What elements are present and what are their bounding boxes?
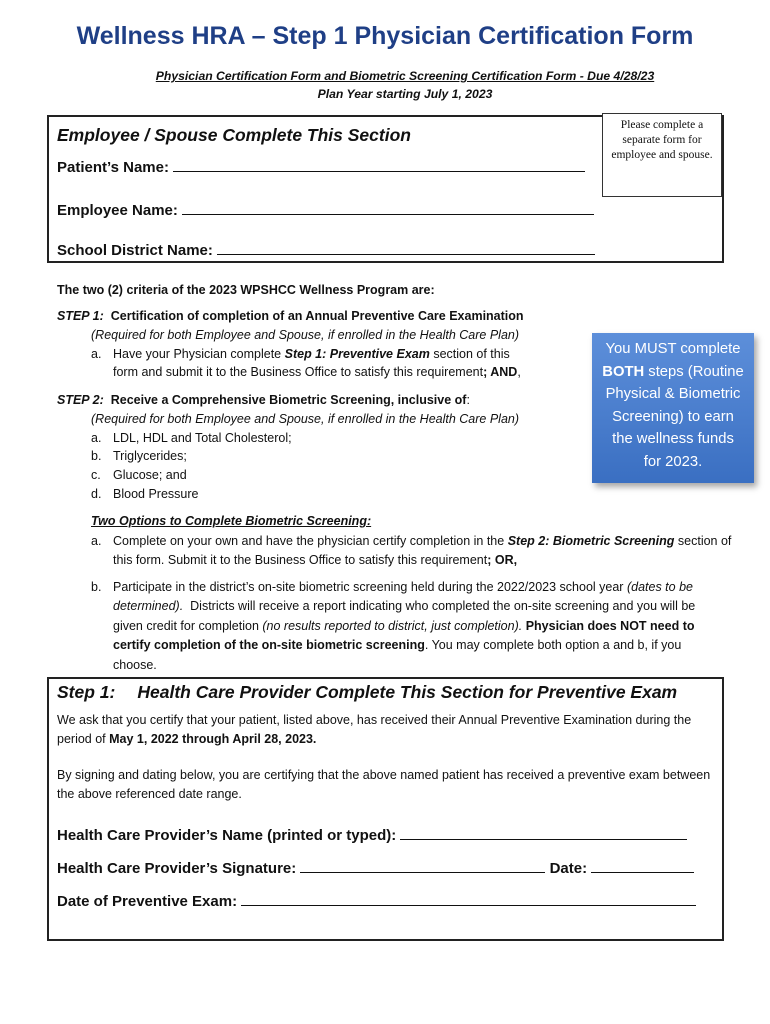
step1-block bbox=[57, 307, 597, 382]
criteria-intro: The two (2) criteria of the 2023 WPSHCC Wellness Program are: bbox=[57, 283, 435, 297]
provider-name-field[interactable] bbox=[57, 824, 687, 844]
step1-item-a: a. Have your Physician complete Step 1: Preventive Exam section of this bbox=[91, 346, 510, 361]
signing-paragraph: By signing and dating below, you are certifying that the above named patient has received a preventive exam between the above referenced date range. bbox=[57, 768, 711, 801]
step1-title: Certification of completion of an Annual Preventive Care Examination bbox=[110, 309, 524, 323]
provider-name-label: Health Care Provider’s Name (printed or typed): bbox=[57, 827, 397, 844]
school-district-field[interactable] bbox=[57, 239, 595, 259]
step2-label: STEP 2: bbox=[57, 393, 104, 407]
page-title: Wellness HRA – Step 1 Physician Certification Form bbox=[76, 22, 694, 50]
signature-date-line[interactable] bbox=[591, 857, 694, 873]
step2-sub: (Required for both Employee and Spouse, if enrolled in the Health Care Plan) bbox=[91, 411, 520, 426]
subtitle bbox=[0, 67, 770, 103]
signature-date-label: Date: bbox=[549, 860, 588, 877]
provider-name-line[interactable] bbox=[400, 824, 687, 840]
employee-section-heading: Employee / Spouse Complete This Section bbox=[57, 125, 411, 145]
step2-title: Receive a Comprehensive Biometric Screening, inclusive of bbox=[110, 393, 467, 407]
provider-signature-line[interactable] bbox=[300, 857, 545, 873]
provider-signature-field[interactable] bbox=[57, 857, 694, 877]
option-a: a. Complete on your own and have the physician certify completion in the Step 2: Biometric Screening section of this form. Submit it to the Business Office to satisfy this requirement; OR, bbox=[91, 533, 732, 567]
school-district-line[interactable] bbox=[217, 239, 595, 255]
provider-step-label: Step 1: bbox=[57, 682, 116, 702]
certify-paragraph: We ask that you certify that your patient, listed above, has received their Annual Preventive Examination during the period of May 1, 2022 through April 28, 2023. bbox=[57, 713, 692, 746]
must-complete-callout: You MUST complete BOTH steps (Routine Physical & Biometric Screening) to earn the wellness funds for 2023. bbox=[592, 333, 754, 483]
patient-name-line[interactable] bbox=[173, 156, 585, 172]
option-b: b. Participate in the district’s on-site biometric screening held during the 2022/2023 school year (dates to be determined). Districts will receive a report indicating who completed the on-site screening and you will be given credit for completion (no results reported to district, just completion). Physician does NOT need to certify completion of the on-site biometric screening. You may complete both option a and b, if you choose. bbox=[91, 579, 696, 672]
step1-sub: (Required for both Employee and Spouse, if enrolled in the Health Care Plan) bbox=[91, 327, 520, 342]
provider-section-heading bbox=[57, 682, 677, 703]
step1-item-a-cont: form and submit it to the Business Office to satisfy this requirement; AND, bbox=[113, 365, 521, 380]
subtitle-plan-year: Plan Year starting July 1, 2023 bbox=[317, 87, 493, 101]
step2-block: STEP 2: Receive a Comprehensive Biometric Screening, inclusive of: (Required for both Employee and Spouse, if enrolled in the Health Care Plan) a. LDL, HDL and Total Cholesterol; b. Triglycerides; c. Glucose; and d. Blood Pressure bbox=[57, 391, 597, 504]
provider-signature-label: Health Care Provider’s Signature: bbox=[57, 860, 297, 877]
list-item: d. Blood Pressure bbox=[91, 486, 199, 501]
provider-heading-text: Health Care Provider Complete This Section for Preventive Exam bbox=[137, 682, 678, 702]
employee-name-field[interactable] bbox=[57, 199, 594, 219]
exam-date-label: Date of Preventive Exam: bbox=[57, 893, 238, 910]
employee-name-label: Employee Name: bbox=[57, 202, 178, 219]
employee-name-line[interactable] bbox=[182, 199, 594, 215]
school-district-label: School District Name: bbox=[57, 242, 213, 259]
separate-form-note: Please complete a separate form for employee and spouse. bbox=[602, 113, 722, 197]
list-item: c. Glucose; and bbox=[91, 468, 187, 483]
subtitle-due-line: Physician Certification Form and Biometric Screening Certification Form - Due 4/28/23 bbox=[155, 69, 655, 83]
patient-name-field[interactable] bbox=[57, 156, 585, 176]
list-item: a. LDL, HDL and Total Cholesterol; bbox=[91, 430, 292, 445]
patient-name-label: Patient’s Name: bbox=[57, 159, 169, 176]
exam-date-field[interactable] bbox=[57, 890, 696, 910]
options-heading: Two Options to Complete Biometric Screening: bbox=[91, 514, 372, 528]
biometric-options bbox=[57, 512, 737, 675]
step1-label: STEP 1: bbox=[57, 309, 104, 323]
list-item: b. Triglycerides; bbox=[91, 449, 187, 464]
exam-date-line[interactable] bbox=[241, 890, 696, 906]
